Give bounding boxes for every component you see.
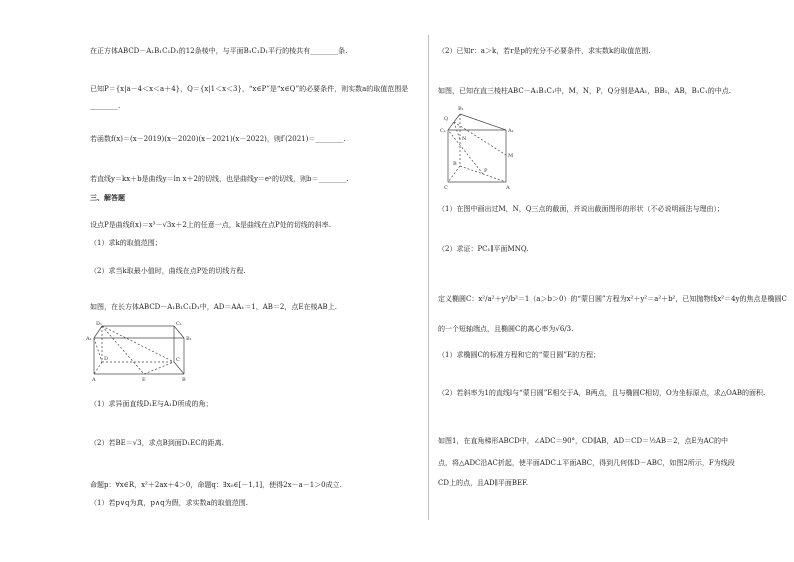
prism-label: C (444, 185, 448, 191)
cuboid-label: B (182, 377, 186, 383)
cuboid-label: A (92, 377, 96, 383)
cuboid-label: D₁ (96, 321, 103, 327)
column-divider (428, 35, 429, 520)
question-prism-part1: （1）在图中画出过M，N，Q三点的截面，并说出截面图形的形状（不必说明画法与理由）； (438, 205, 724, 213)
question-sets-condition-blank: ________. (90, 102, 121, 110)
prism-label: N (462, 136, 467, 142)
question-prism: 如图，已知在直三棱柱ABC－A₁B₁C₁中，M，N，P，Q分别是AA₁，BB₁，AB，B₁C₁的中点. (438, 87, 731, 95)
question-monge-circle-part2: （2）若斜率为1的直线l与“蒙日圆”E相交于A，B两点，且与椭圆C相切，O为坐标原点，求△OAB的面积. (438, 389, 766, 397)
prism-label: M (508, 153, 514, 159)
cuboid-label: C₁ (176, 321, 182, 327)
question-cuboid-part1: （1）求异面直线D₁E与A₁D所成的角； (90, 400, 213, 408)
cuboid-label: C (176, 357, 180, 363)
question-cube-edges: 在正方体ABCD－A₁B₁C₁D₁的12条棱中，与平面B₁C₁D₁平行的棱共有________条. (90, 47, 348, 55)
prism-label: P (484, 168, 488, 174)
question-trapezoid-fold: 如图1，在直角梯形ABCD中，∠ADC＝90°，CD∥AB，AD＝CD＝½AB＝2，点E为AC的中 (438, 437, 729, 445)
question-common-tangent: 若直线y＝kx＋b是曲线y＝ln x＋2的切线，也是曲线y＝eˣ的切线，则b＝________. (90, 175, 349, 183)
prism-label: B₁ (458, 106, 464, 112)
question-curve-slope: 设点P是曲线f(x)＝x³－√3x＋2上的任意一点，k是曲线在点P处的切线的斜率. (90, 221, 331, 229)
question-curve-slope-part1: （1）求k的取值范围； (90, 239, 162, 247)
question-propositions-part1: （1）若p∨q为真，p∧q为假，求实数a的取值范围. (90, 499, 249, 507)
prism-figure (440, 100, 520, 192)
prism-label: A (506, 185, 510, 191)
prism-label: A₁ (508, 128, 514, 134)
prism-label: Q (444, 116, 449, 122)
section-heading: 三、解答题 (90, 194, 125, 202)
question-trapezoid-fold-end: CD上的点，且AD∥平面BEF. (438, 479, 529, 487)
cuboid-label: E (142, 377, 146, 383)
question-propositions-part2: （2）已知r：a＞k，若r是p的充分不必要条件，求实数k的取值范围. (438, 47, 651, 55)
question-monge-circle: 定义椭圆C：x²/a²＋y²/b²＝1（a＞b＞0）的“蒙日圆”方程为x²＋y²＝a²＋b²，已知抛物线x²＝4y的焦点是椭圆C (438, 295, 787, 303)
question-propositions: 命题p：∀x∈R，x²＋2ax＋4＞0，命题q：∃x₀∈[－1,1]，使得2x－a－1＞0成立. (90, 481, 342, 489)
prism-label: B (453, 161, 457, 167)
question-monge-circle-part1: （1）求椭圆C的标准方程和它的“蒙日圆”E的方程； (438, 351, 601, 359)
cuboid-figure (86, 318, 192, 384)
question-prism-part2: （2）求证：PC₁∥平面MNQ. (438, 245, 529, 253)
cuboid-label: D (104, 356, 109, 362)
prism-label: C₁ (440, 128, 446, 134)
question-cuboid-part2: （2）若BE＝√3，求点B到面D₁EC的距离. (90, 439, 224, 447)
question-sets-condition: 已知P＝{x|a－4＜x＜a＋4}，Q＝{x|1＜x＜3}，“x∈P”是“x∈Q”的必要条件，则实数a的取值范围是 (90, 85, 409, 93)
question-cuboid: 如图，在长方体ABCD－A₁B₁C₁D₁中，AD＝AA₁＝1，AB＝2，点E在棱AB上. (90, 303, 337, 311)
cuboid-label: A₁ (86, 336, 92, 342)
cuboid-label: B₁ (186, 336, 192, 342)
question-monge-circle-cont: 的一个短轴端点，且椭圆C的离心率为√6/3. (438, 325, 574, 333)
question-curve-slope-part2: （2）求当k取最小值时，曲线在点P处的切线方程. (90, 267, 246, 275)
question-derivative-value: 若函数f(x)＝(x－2019)(x－2020)(x－2021)(x－2022)，则f′(2021)＝________. (90, 135, 346, 143)
question-trapezoid-fold-cont: 点，将△ADC沿AC折起，使平面ADC⊥平面ABC，得到几何体D－ABC，如图2所示，F为线段 (438, 459, 735, 467)
